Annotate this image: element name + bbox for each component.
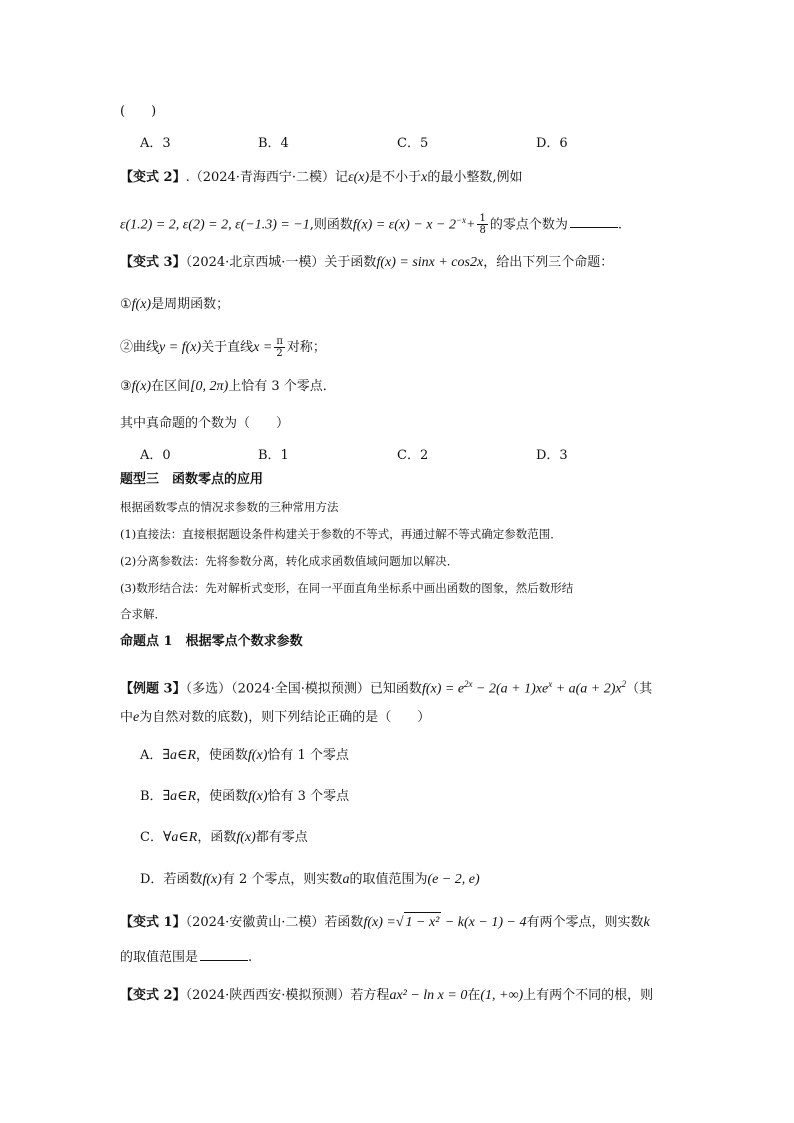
text: ,则函数 bbox=[309, 217, 353, 233]
point-title: 命题点 1 根据零点个数求参数 bbox=[120, 634, 303, 649]
math: ∃a∈R bbox=[162, 748, 196, 763]
math: ε(1.2) = 2, ε(2) = 2, ε(−1.3) = −1 bbox=[120, 217, 310, 233]
section-title: 题型三 函数零点的应用 bbox=[120, 472, 264, 487]
text: 关于直线 bbox=[201, 340, 254, 355]
example-3-option-b bbox=[140, 787, 349, 807]
proposition-2 bbox=[120, 336, 326, 359]
text: 有 2 个零点，则实数 bbox=[221, 872, 343, 887]
math: x = bbox=[253, 340, 273, 355]
text: 在区间 bbox=[151, 379, 191, 394]
question-paren: ( ) bbox=[120, 104, 157, 119]
proposition-3 bbox=[120, 377, 336, 397]
variant-1-line1 bbox=[120, 912, 650, 933]
option-label: D． bbox=[140, 872, 164, 887]
option-label: A． bbox=[140, 748, 163, 763]
math-sup: −x bbox=[455, 215, 467, 225]
math: f(x) bbox=[202, 872, 222, 887]
text: 中 bbox=[120, 710, 134, 725]
methods-title: 根据函数零点的情况求参数的三种常用方法 bbox=[120, 500, 339, 514]
math: f(x) bbox=[131, 379, 152, 394]
text: 的取值范围为 bbox=[349, 872, 428, 887]
text: 是周期函数； bbox=[151, 297, 230, 312]
text: 对称； bbox=[286, 340, 326, 355]
option-d: D．6 bbox=[536, 136, 568, 151]
text: 为自然对数的底数)，则下列结论正确的是（ ） bbox=[139, 710, 431, 725]
variant-tag: 【变式 2】 bbox=[120, 170, 186, 185]
math: ∃a∈R bbox=[162, 789, 197, 804]
math-sup: 2 bbox=[621, 679, 627, 689]
circled-number: ② bbox=[120, 340, 134, 355]
variant-source: （2024·北京西城·一模）关于函数 bbox=[185, 255, 377, 270]
text: 是不小于 bbox=[369, 170, 422, 185]
text: ，函数 bbox=[197, 830, 237, 845]
variant-1-line2 bbox=[120, 948, 252, 968]
math: − k(x − 1) − 4 bbox=[441, 915, 527, 930]
option-c: C．5 bbox=[397, 136, 429, 151]
math: y = f(x) bbox=[159, 340, 202, 355]
variant-source: （2024·陕西西安·模拟预测）若方程 bbox=[185, 988, 390, 1003]
example-label: （多选）（2024·全国·模拟预测）已知函数 bbox=[185, 681, 422, 697]
math-sup: 2x bbox=[464, 679, 473, 689]
variant-2b-line bbox=[120, 986, 653, 1006]
example-3-line2 bbox=[120, 708, 430, 728]
circled-number: ① bbox=[120, 297, 132, 312]
option-c: C．2 bbox=[397, 448, 429, 463]
math: f(x) bbox=[248, 789, 268, 804]
option-d: D．3 bbox=[536, 448, 568, 463]
sqrt-symbol: √ bbox=[395, 915, 404, 930]
example-tag: 【例题 3】 bbox=[120, 681, 186, 697]
math-sup: x bbox=[548, 679, 553, 689]
text: ，给出下列三个命题： bbox=[483, 255, 614, 270]
text: 的最小整数,例如 bbox=[427, 170, 523, 185]
frac-num: π bbox=[276, 336, 283, 347]
answer-blank[interactable] bbox=[570, 215, 618, 228]
question-stem: 其中真命题的个数为（ ） bbox=[120, 416, 290, 431]
answer-blank[interactable] bbox=[200, 948, 248, 961]
math: f(x) bbox=[236, 830, 256, 845]
option-b: B．1 bbox=[258, 448, 289, 463]
text: 都有零点 bbox=[255, 830, 308, 845]
frac-num: 1 bbox=[479, 213, 486, 225]
method-1: (1)直接法：直接根据题设条件构建关于参数的不等式，再通过解不等式确定参数范围． bbox=[120, 527, 562, 541]
frac-den: 2 bbox=[276, 348, 283, 359]
fraction bbox=[477, 213, 487, 236]
variant-2a-line1 bbox=[120, 168, 523, 188]
math: ax² − ln x = 0 bbox=[389, 988, 468, 1003]
math: f(x) = e bbox=[421, 681, 465, 697]
example-3-option-c bbox=[140, 828, 308, 848]
text: ，使函数 bbox=[196, 789, 249, 804]
math: (1, +∞) bbox=[480, 988, 524, 1003]
variant-source: （2024·安徽黄山·二模）若函数 bbox=[185, 915, 364, 930]
method-3-cont: 合求解． bbox=[120, 607, 166, 621]
frac-den: 8 bbox=[479, 225, 486, 237]
text: 若函数 bbox=[163, 872, 203, 887]
option-b: B．4 bbox=[258, 136, 289, 151]
text: 上恰有 3 个零点． bbox=[228, 379, 336, 394]
math: + a(a + 2)x bbox=[552, 681, 622, 697]
option-label: B． bbox=[140, 789, 163, 804]
variant-tag: 【变式 3】 bbox=[120, 255, 186, 270]
example-3-option-d bbox=[140, 870, 480, 890]
text: 上有两个不同的根，则 bbox=[523, 988, 654, 1003]
text: . bbox=[617, 217, 623, 233]
math: f(x) = sinx + cos2x bbox=[376, 255, 484, 270]
math: [0, 2π) bbox=[190, 379, 229, 394]
math: ε(x) bbox=[348, 170, 370, 185]
variant-3-line bbox=[120, 253, 613, 273]
text: 的零点个数为 bbox=[489, 217, 568, 233]
math: f(x) = ε(x) − x − 2 bbox=[352, 217, 456, 233]
math: f(x) bbox=[247, 748, 268, 763]
math: ∀a∈R bbox=[162, 830, 198, 845]
math: e bbox=[133, 710, 140, 725]
math: (e − 2, e) bbox=[427, 872, 480, 887]
math: + bbox=[466, 217, 476, 233]
text: 恰有 3 个零点 bbox=[267, 789, 350, 804]
option-a: A．0 bbox=[140, 448, 171, 463]
text: 在 bbox=[467, 988, 481, 1003]
text: 有两个零点，则实数 bbox=[526, 915, 644, 930]
example-3-line1 bbox=[120, 674, 652, 699]
text: （其 bbox=[626, 681, 653, 697]
text: ，使函数 bbox=[195, 748, 248, 763]
math: f(x) = bbox=[363, 915, 396, 930]
math: k bbox=[643, 915, 650, 930]
variant-tag: 【变式 2】 bbox=[120, 988, 186, 1003]
variant-2a-line2 bbox=[120, 210, 622, 236]
option-label: C． bbox=[140, 830, 163, 845]
math: a bbox=[342, 872, 350, 887]
math: x bbox=[421, 170, 428, 185]
option-a: A．3 bbox=[140, 136, 171, 151]
text: . bbox=[248, 950, 253, 965]
fraction bbox=[274, 336, 285, 359]
variant-tag: 【变式 1】 bbox=[120, 915, 186, 930]
method-3: (3)数形结合法：先对解析式变形，在同一平面直角坐标系中画出函数的图象，然后数形结 bbox=[120, 581, 574, 595]
circled-number: ③ bbox=[120, 379, 132, 394]
sqrt-content: 1 − x² bbox=[404, 912, 442, 933]
math: − 2(a + 1)xe bbox=[472, 681, 549, 697]
proposition-1 bbox=[120, 295, 229, 315]
example-3-option-a bbox=[140, 746, 349, 766]
method-2: (2)分离参数法：先将参数分离，转化成求函数值域问题加以解决． bbox=[120, 554, 459, 568]
text: 曲线 bbox=[133, 340, 160, 355]
text: 的取值范围是 bbox=[120, 950, 199, 965]
math: f(x) bbox=[131, 297, 152, 312]
variant-source: .（2024·青海西宁·二模）记 bbox=[185, 170, 349, 185]
text: 恰有 1 个零点 bbox=[267, 748, 349, 763]
